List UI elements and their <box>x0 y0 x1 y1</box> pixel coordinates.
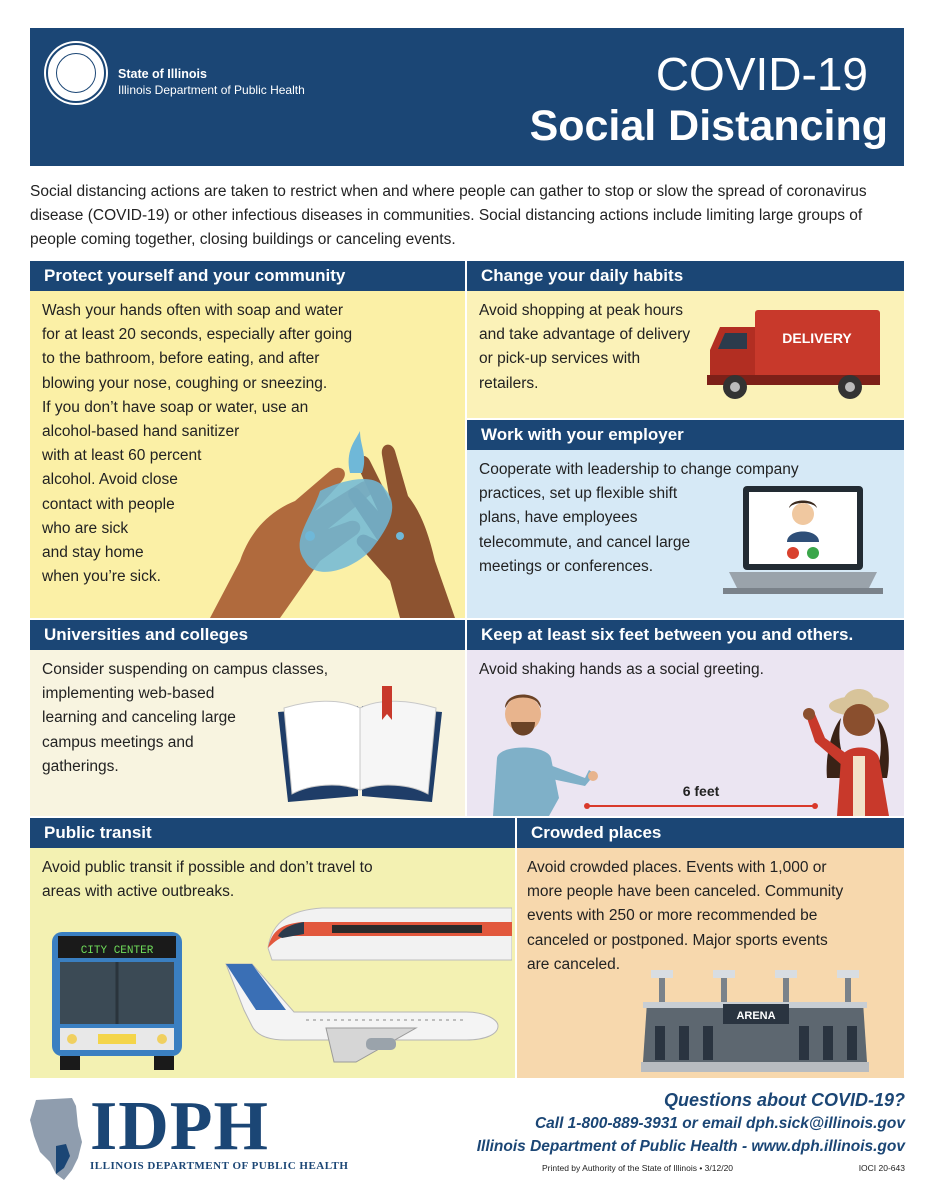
panel-employer <box>467 420 904 618</box>
bus-icon <box>50 928 186 1072</box>
text-line: blowing your nose, coughing or sneezing. <box>42 374 328 392</box>
header-organization <box>118 66 305 98</box>
panel-crowded <box>517 818 904 1078</box>
text-line: Avoid shaking hands as a social greeting. <box>479 661 764 678</box>
website-line: Illinois Department of Public Health - www.dph.illinois.gov <box>476 1138 905 1155</box>
panel-habits-text <box>479 299 690 396</box>
text-line: Avoid crowded places. Events with 1,000 or <box>527 859 827 876</box>
panel-distance-title: Keep at least six feet between you and others. <box>467 620 904 650</box>
text-line: Cooperate with leadership to change company <box>479 461 799 478</box>
panel-transit-title: Public transit <box>30 818 515 848</box>
panel-employer-title: Work with your employer <box>467 420 904 450</box>
illinois-seal-icon <box>46 43 106 103</box>
text-line: who are sick <box>42 519 129 537</box>
panel-protect-title: Protect yourself and your community <box>30 261 465 291</box>
panel-habits <box>467 261 904 418</box>
text-line: alcohol-based hand sanitizer <box>42 423 240 441</box>
text-line: Avoid public transit if possible and don’t travel to <box>42 859 373 876</box>
idph-logo: IDPH <box>90 1088 269 1165</box>
text-line: implementing web-based <box>42 685 215 703</box>
text-line: practices, set up flexible shift <box>479 485 678 503</box>
text-line: for at least 20 seconds, especially after going <box>42 326 353 344</box>
title-covid: COVID-19 <box>655 48 868 100</box>
panel-habits-title: Change your daily habits <box>467 261 904 291</box>
text-line: retailers. <box>479 374 539 392</box>
open-book-icon <box>270 684 450 804</box>
printed-by: Printed by Authority of the State of Illinois • 3/12/20 <box>542 1163 734 1173</box>
truck-label: DELIVERY <box>782 330 852 346</box>
text-line: alcohol. Avoid close <box>42 471 178 489</box>
laptop-video-call-icon <box>723 484 883 612</box>
text-line: meetings or conferences. <box>479 557 654 575</box>
text-line: telecommute, and cancel large <box>479 533 691 551</box>
text-line: Consider suspending on campus classes, <box>42 661 329 678</box>
six-feet-people-icon <box>475 678 903 816</box>
text-line: If you don’t have soap or water, use an <box>42 398 309 416</box>
panel-transit-text <box>42 856 373 904</box>
text-line: Avoid shopping at peak hours <box>479 302 683 319</box>
panel-distance <box>467 620 904 816</box>
header-banner <box>30 28 904 166</box>
text-line: more people have been canceled. Community <box>527 883 844 901</box>
text-line: with at least 60 percent <box>42 447 202 465</box>
delivery-truck-icon <box>705 305 885 405</box>
bus-sign: CITY CENTER <box>80 945 154 957</box>
contact-line: Call 1-800-889-3931 or email dph.sick@illinois.gov <box>534 1115 905 1132</box>
text-line: areas with active outbreaks. <box>42 883 235 901</box>
header-department: Illinois Department of Public Health <box>118 83 305 97</box>
text-line: gatherings. <box>42 757 119 775</box>
text-line: campus meetings and <box>42 733 194 751</box>
text-line: when you’re sick. <box>42 568 161 586</box>
arena-icon <box>641 968 869 1072</box>
panel-protect <box>30 261 465 618</box>
distance-label: 6 feet <box>682 783 720 799</box>
questions-heading: Questions about COVID-19? <box>663 1090 905 1110</box>
intro-paragraph: Social distancing actions are taken to restrict when and where people can gather to stop or slow the spread of coronavirus disease (COVID-19) or other infectious diseases in communities. Social distancing actions include limiting large groups of people coming together, closing buildings or canceling events. <box>30 183 867 248</box>
idph-logo-subtitle: ILLINOIS DEPARTMENT OF PUBLIC HEALTH <box>90 1160 349 1172</box>
text-line: contact with people <box>42 495 175 513</box>
text-line: to the bathroom, before eating, and after <box>42 350 320 368</box>
text-line: canceled or postponed. Major sports events <box>527 931 828 949</box>
text-line: learning and canceling large <box>42 709 236 727</box>
header-state: State of Illinois <box>118 67 207 81</box>
panel-universities <box>30 620 465 816</box>
arena-label: ARENA <box>736 1010 776 1022</box>
text-line: plans, have employees <box>479 509 638 527</box>
text-line: or pick-up services with <box>479 350 641 368</box>
panel-universities-title: Universities and colleges <box>30 620 465 650</box>
title-social-distancing: Social Distancing <box>529 102 888 150</box>
text-line: and stay home <box>42 544 144 562</box>
panel-transit <box>30 818 515 1078</box>
washing-hands-icon <box>200 411 465 618</box>
text-line: are canceled. <box>527 955 621 973</box>
illinois-map-icon <box>26 1096 88 1182</box>
text-line: events with 250 or more recommended be <box>527 907 818 925</box>
text-line: Wash your hands often with soap and water <box>42 302 343 319</box>
panel-crowded-title: Crowded places <box>517 818 904 848</box>
document-id: IOCI 20-643 <box>858 1163 905 1173</box>
airplane-icon <box>216 950 501 1068</box>
text-line: and take advantage of delivery <box>479 326 691 344</box>
panel-crowded-text <box>527 856 843 977</box>
